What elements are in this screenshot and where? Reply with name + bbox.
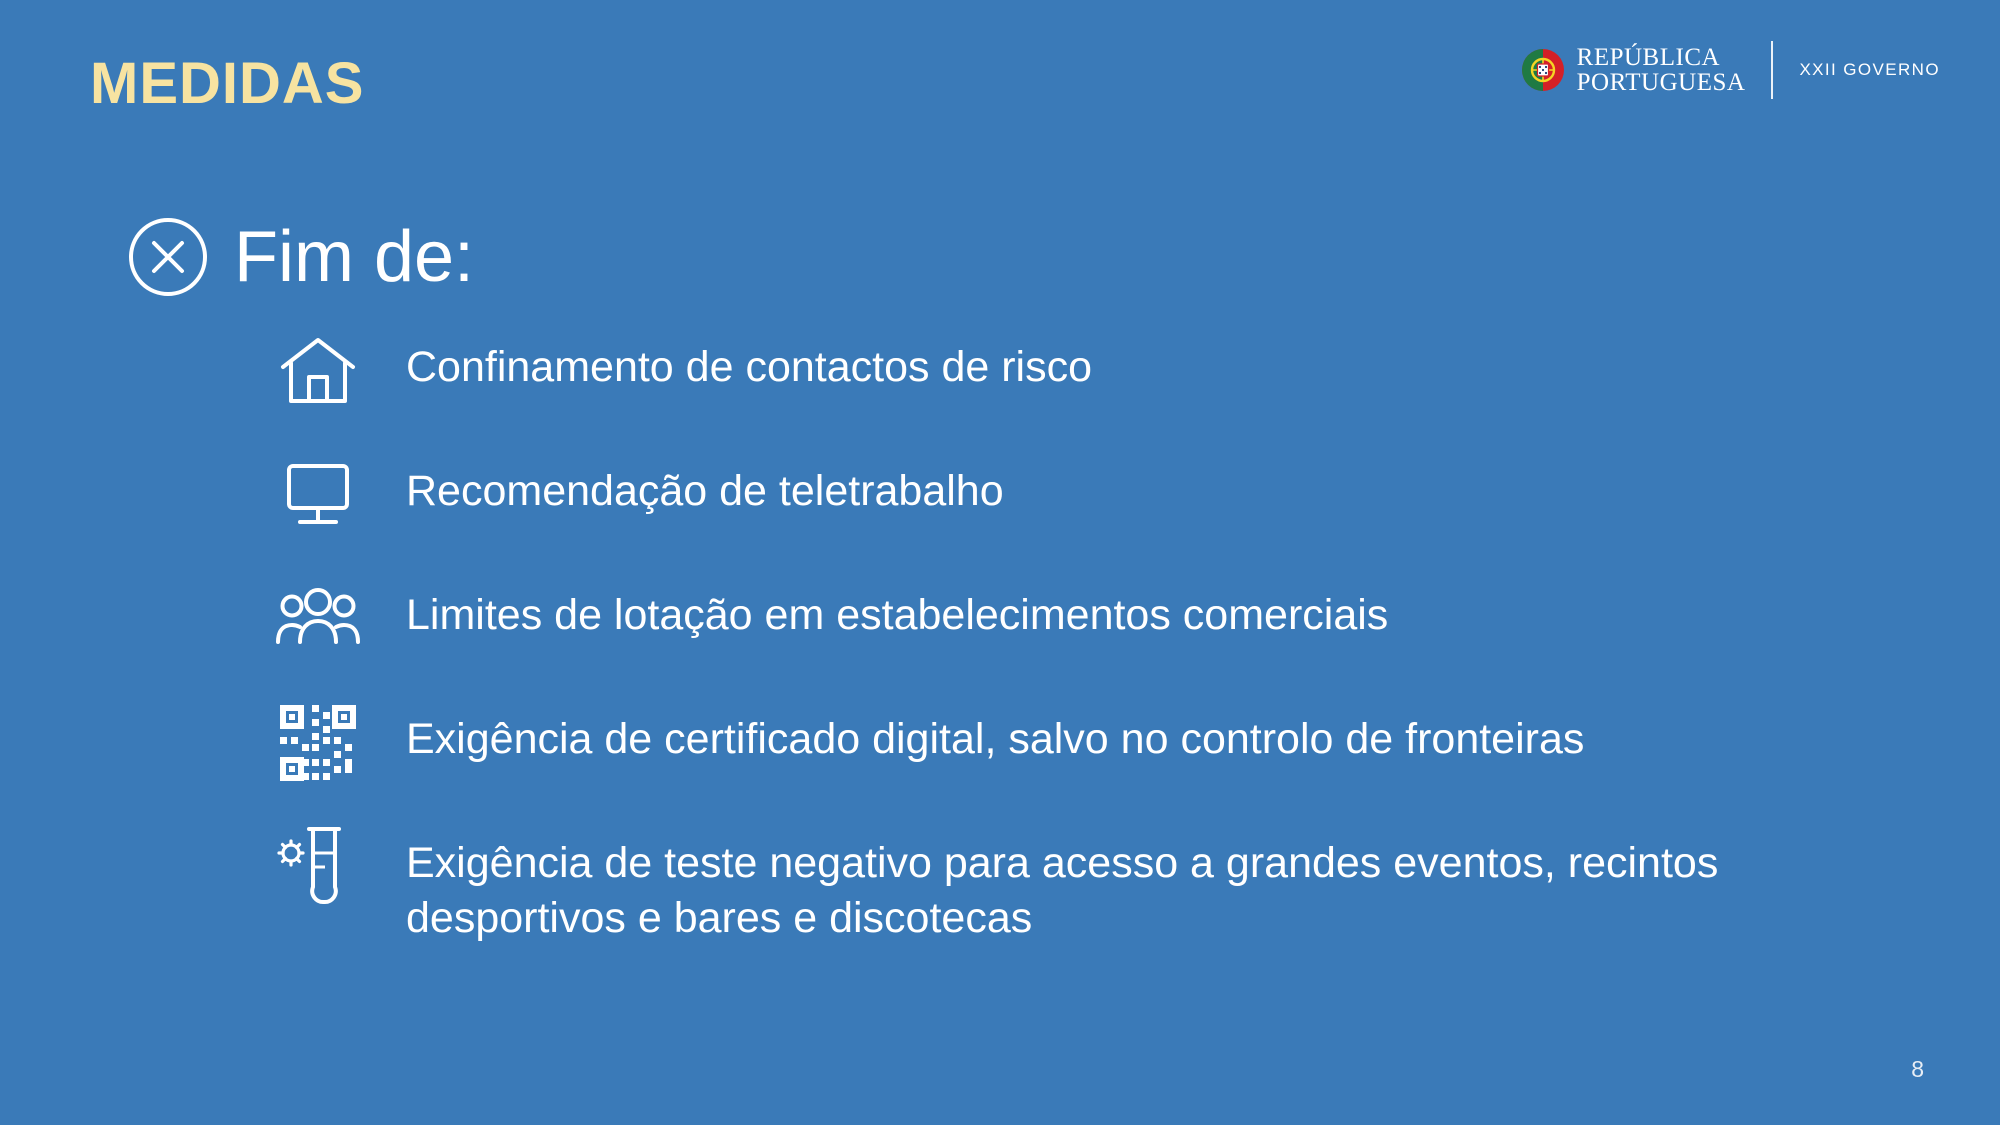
brand-government-label: XXII GOVERNO [1799,60,1940,79]
brand-line-1: REPÚBLICA [1576,43,1721,71]
people-group-icon [270,578,366,660]
page-title: MEDIDAS [90,51,365,116]
list-item-label: Exigência de certificado digital, salvo no controlo de fronteiras [406,715,1585,763]
brand-line-2: PORTUGUESA [1576,69,1746,96]
headline [126,215,474,299]
list-item [270,826,1950,946]
home-icon [270,330,366,412]
brand-divider [1771,41,1773,99]
list-item [270,454,1950,550]
circle-x-icon [126,215,210,299]
brand-lockup [1521,38,1940,102]
list-item-label: Confinamento de contactos de risco [406,343,1093,391]
brand-republica-portuguesa [1577,45,1746,96]
measures-list [270,330,1950,946]
page-number: 8 [1911,1056,1924,1082]
list-item [270,702,1950,798]
test-tube-icon [270,826,366,908]
list-item-label: Recomendação de teletrabalho [406,467,1004,515]
list-item-label: Exigência de teste negativo para acesso a grandes eventos, recintos desportivos e bares e discotecas [406,839,1719,943]
headline-text: Fim de: [234,217,475,297]
list-item [270,578,1950,674]
qr-code-icon [270,702,366,784]
monitor-icon [270,454,366,536]
list-item-label: Limites de lotação em estabelecimentos comerciais [406,591,1389,639]
portugal-coat-of-arms-icon [1521,43,1565,97]
list-item [270,330,1950,426]
